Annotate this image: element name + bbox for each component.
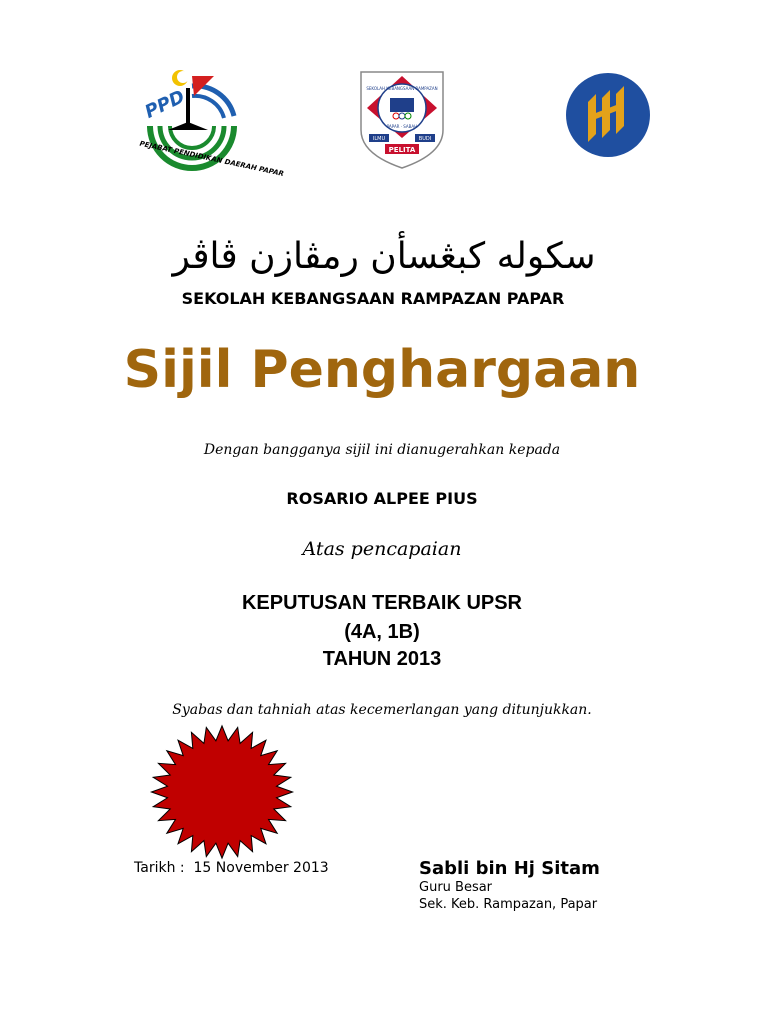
achievement-grades: (4A, 1B) <box>344 621 420 643</box>
date-value: 15 November 2013 <box>193 860 329 876</box>
ppd-logo-text: PPD <box>141 86 189 123</box>
achievement-title: KEPUTUSAN TERBAIK UPSR <box>241 592 523 614</box>
red-seal <box>148 724 296 860</box>
school-crest-banner: PELITA <box>388 146 416 154</box>
kpm-logo <box>562 72 654 158</box>
school-crest-motto-left: ILMU <box>372 136 386 142</box>
school-name: SEKOLAH KEBANGSAAN RAMPAZAN PAPAR <box>181 289 565 308</box>
signatory-school: Sek. Keb. Rampazan, Papar <box>419 897 598 912</box>
school-crest-location: PAPAR · SABAH <box>386 124 418 129</box>
jawi-school-name: سکوله کبڠسأن رمڤازن ڤاڤر <box>172 236 596 277</box>
signatory-name: Sabli bin Hj Sitam <box>419 858 600 879</box>
signatory-title: Guru Besar <box>419 880 493 895</box>
ppd-logo <box>130 66 285 179</box>
school-crest-text: SEKOLAH KEBANGSAAN RAMPAZAN <box>366 86 438 91</box>
school-crest-motto-right: BUDI <box>418 136 432 142</box>
congratulations-text: Syabas dan tahniah atas kecemerlangan yang ditunjukkan. <box>172 702 592 718</box>
certificate-title: Sijil Penghargaan <box>123 340 641 400</box>
recipient-name: ROSARIO ALPEE PIUS <box>286 489 478 508</box>
ppd-logo-caption: PEJABAT PENDIDIKAN DAERAH PAPAR <box>138 139 285 179</box>
presented-text: Dengan bangganya sijil ini dianugerahkan kepada <box>203 442 561 458</box>
date-row <box>134 860 329 876</box>
school-crest-logo <box>357 68 447 170</box>
achievement-label: Atas pencapaian <box>302 538 462 560</box>
achievement-year: TAHUN 2013 <box>322 648 442 670</box>
date-label: Tarikh : <box>134 860 185 876</box>
